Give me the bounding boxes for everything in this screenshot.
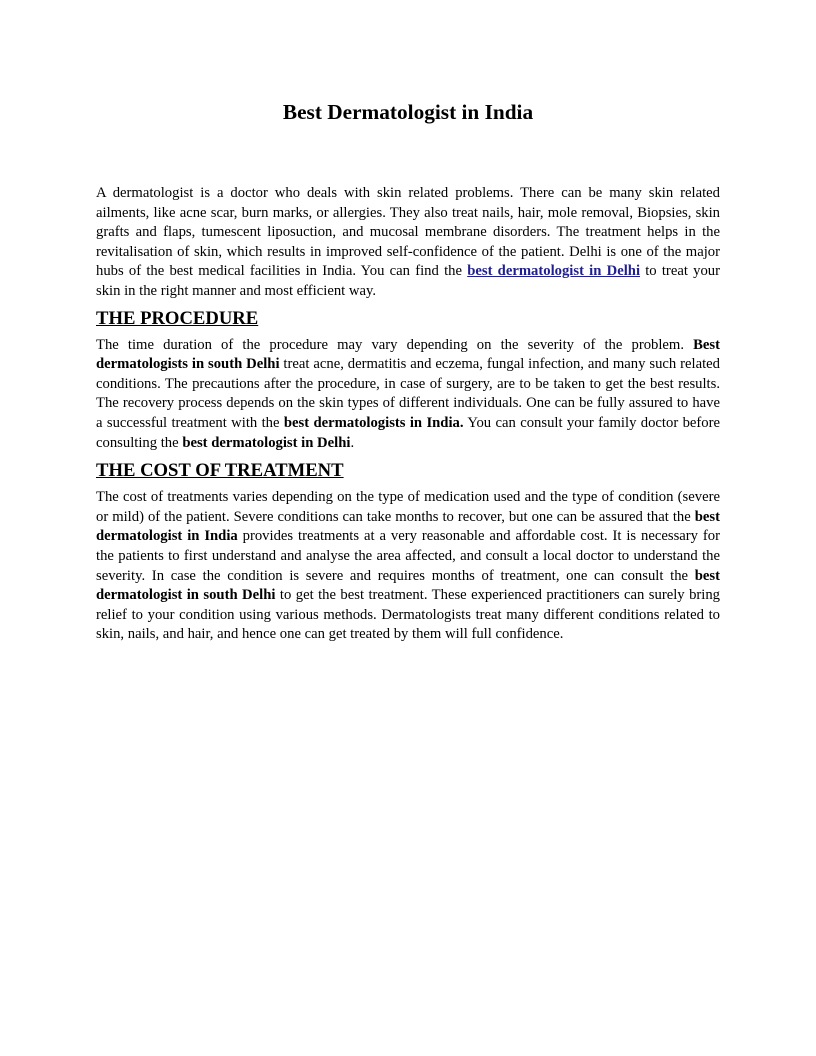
procedure-bold-2: best dermatologists in India. [283,414,464,431]
document-title: Best Dermatologist in India [282,100,534,124]
procedure-text-1: The time duration of the procedure may vary depending on the severity of the problem. [96,336,694,353]
document-page [96,96,720,645]
cost-text-3: to get the best treatment. These experienced practitioners can surely bring relief to your condition using various methods. Dermatologists treat many different conditions related to skin, nails, and hair, and hence one can get treated by them will full confidence. [96,587,721,643]
cost-bold-2: best dermatologist in south Delhi [96,567,720,604]
procedure-bold-1: Best dermatologists in south Delhi [96,336,720,373]
procedure-bold-3: best dermatologist in Delhi [182,434,351,451]
intro-paragraph [96,184,720,302]
procedure-text-3: You can consult your family doctor before consulting the [96,414,720,451]
cost-text-2: provides treatments at a very reasonable and affordable cost. It is necessary for the patients to first understand and analyse the area affected, and consult a local doctor to understand the severity. In case the condition is severe and requires months of treatment, one can consult the [96,528,720,584]
procedure-paragraph [96,336,720,454]
intro-text-1: A dermatologist is a doctor who deals with skin related problems. There can be many skin related ailments, like acne scar, burn marks, or allergies. They also treat nails, hair, mole removal, Biopsies, skin grafts and flaps, tumescent liposuction, and mucosal membrane disorders. The treatment helps in the revitalisation of skin, which results in improved self-confidence of the patient. Delhi is one of the major hubs of the best medical facilities in India. You can find the [96,185,720,280]
cost-paragraph [96,488,720,645]
cost-bold-1: best dermatologist in India [96,508,720,545]
procedure-heading: THE PROCEDURE [96,307,259,329]
procedure-text-2: treat acne, dermatitis and eczema, fungal infection, and many such related conditions. The precautions after the procedure, in case of surgery, are to be taken to get the best results. The recovery process depends on the skin types of different individuals. One can be fully assured to have a successful treatment with the [96,356,720,431]
best-dermatologist-delhi-link[interactable]: best dermatologist in Delhi [467,263,641,280]
cost-heading: THE COST OF TREATMENT [96,460,344,482]
intro-text-2: to treat your skin in the right manner and most efficient way. [96,263,720,299]
cost-text-1: The cost of treatments varies depending on the type of medication used and the type of condition (severe or mild) of the patient. Severe conditions can take months to recover, but one can be assured that the [96,489,720,525]
procedure-text-4: . [350,434,355,451]
